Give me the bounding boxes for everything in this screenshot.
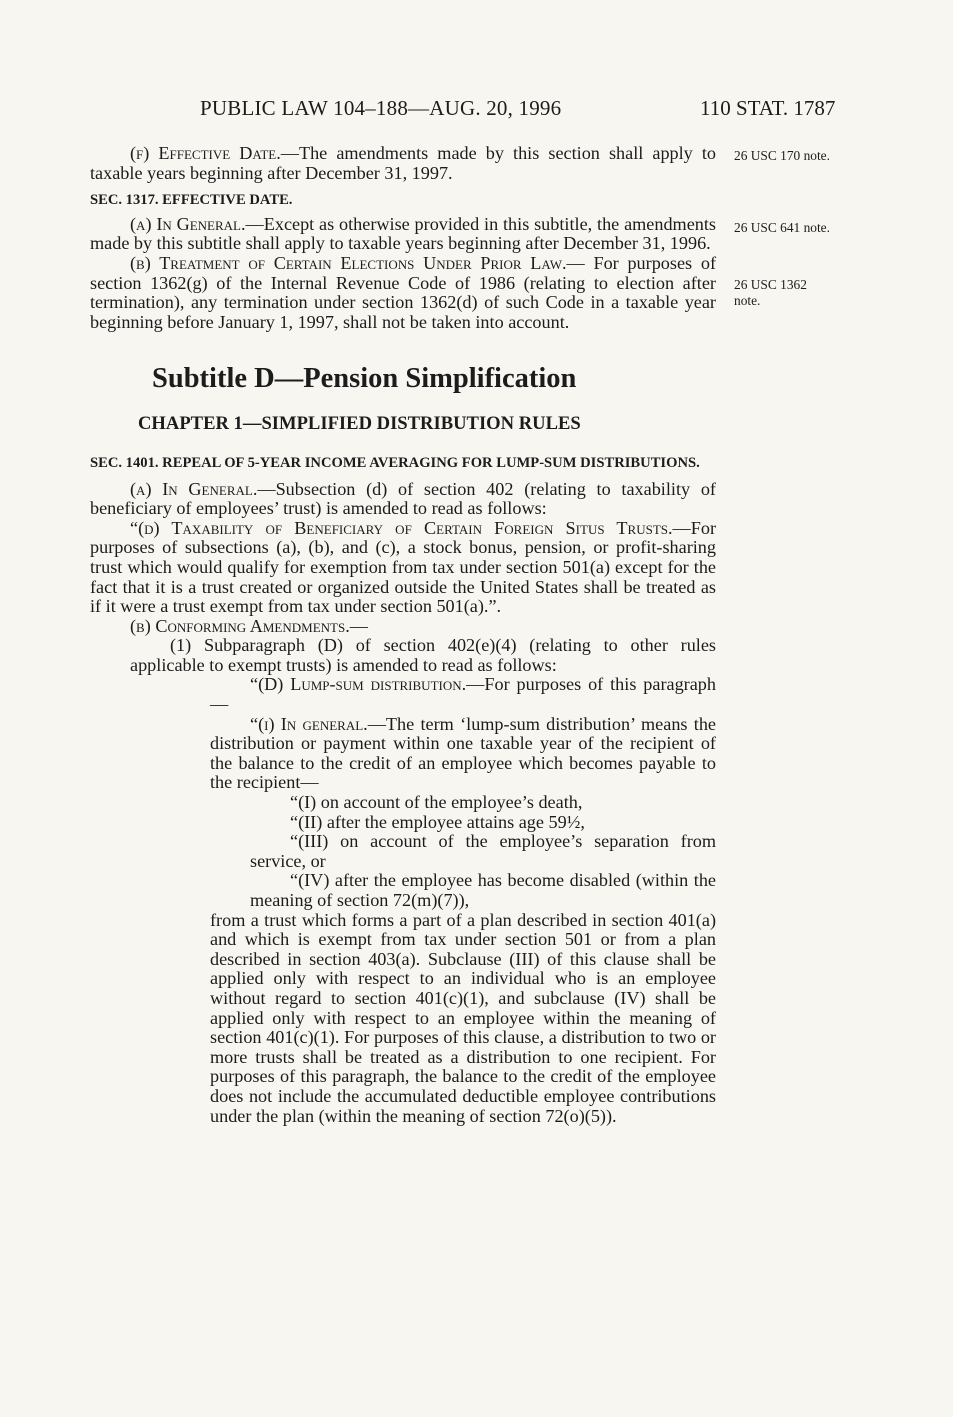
subparagraph-D [210, 675, 716, 714]
caption-i: “(i) In general. [250, 713, 368, 734]
section-heading-1401: SEC. 1401. REPEAL OF 5-YEAR INCOME AVERAGING FOR LUMP-SUM DISTRIBUTIONS. [90, 454, 700, 471]
subtitle-heading: Subtitle D—Pension Simplification [152, 363, 577, 395]
paragraph-b-1: (1) Subparagraph (D) of section 402(e)(4) (relating to other rules applicable to exempt trusts) is amended to read as follows: [130, 635, 716, 675]
margin-note-1362: 26 USC 1362 note. [734, 277, 807, 308]
caption-402-d: “(d) Taxability of Beneficiary of Certain Foreign Situs Trusts. [130, 517, 673, 538]
text-1401-a: —Subsection (d) of section 402 (relating to taxability of beneficiary of employees’ trust) is amended to read as follows: [90, 478, 716, 519]
caption-1401-b: (b) Conforming Amendments. [130, 615, 350, 636]
caption-1317-b: (b) Treatment of Certain Elections Under Prior Law. [130, 252, 567, 273]
paragraph-1317-b [90, 254, 716, 332]
paragraph-1317-a [90, 215, 716, 254]
text-1317-a: —Except as otherwise provided in this subtitle, the amendments made by this subtitle shall apply to taxable years beginning after December 31, 1996. [90, 213, 716, 254]
section-heading-1317: SEC. 1317. EFFECTIVE DATE. [90, 192, 293, 209]
text-f: —The amendments made by this section shall apply to taxable years beginning after December 31, 1997. [90, 143, 716, 183]
caption-1401-a: (a) In General. [130, 478, 258, 499]
caption-f: (f) Effective Date. [130, 143, 281, 163]
margin-note-170: 26 USC 170 note. [734, 148, 830, 163]
document-body [90, 144, 716, 1126]
subclause-II: “(II) after the employee attains age 59½, [290, 811, 585, 832]
running-header-page: 110 STAT. 1787 [700, 96, 836, 120]
caption-1317-a: (a) In General. [130, 213, 246, 234]
text-402-d: —For purposes of subsections (a), (b), and (c), a stock bonus, pension, or profit-sharing trust which would qualify for exemption from tax under section 501(a) except for the fact that it is a trust created or organized outside the United States shall be treated as if it were a trust exempt from tax under section 501(a).”. [90, 517, 716, 617]
paragraph-f-effective-date [90, 144, 716, 183]
clause-i [210, 715, 716, 793]
caption-D: “(D) Lump-sum distribution. [250, 674, 467, 695]
subclause-IV: “(IV) after the employee has become disabled (within the meaning of section 72(m)(7)), [250, 870, 716, 910]
subclause-I: “(I) on account of the employee’s death, [290, 792, 583, 813]
subclause-III: “(III) on account of the employee’s separation from service, or [250, 831, 716, 871]
chapter-heading: CHAPTER 1—SIMPLIFIED DISTRIBUTION RULES [138, 413, 581, 435]
clause-i-closing-text: from a trust which forms a part of a plan described in section 401(a) and which is exempt from tax under section 501 or from a plan described in section 403(a). Subclause (III) of this clause shall be applied only with respect to an individual who is an employee without regard to section 401(c)(1), and subclause (IV) shall be applied only with respect to an employee within the meaning of section 401(c)(1). For purposes of this clause, a distribution to two or more trusts shall be treated as a distribution to one recipient. For purposes of this paragraph, the balance to the credit of the employee does not include the accumulated deductible employee contributions under the plan (within the meaning of section 72(o)(5)). [210, 909, 716, 1126]
paragraph-1401-a [90, 480, 716, 519]
paragraph-1401-b [90, 617, 716, 637]
text-i: —The term ‘lump-sum distribution’ means the distribution or payment within one taxable year of the recipient of the balance to the credit of an employee which becomes payable to the recipient— [210, 713, 716, 793]
margin-note-641: 26 USC 641 note. [734, 220, 830, 235]
text-D: —For purposes of this paragraph— [210, 674, 716, 715]
running-header-title: PUBLIC LAW 104–188—AUG. 20, 1996 [200, 96, 562, 120]
text-1317-b: — For purposes of section 1362(g) of the Internal Revenue Code of 1986 (relating to election after termination), any termination under section 1362(d) of such Code in a taxable year beginning before January 1, 1997, shall not be taken into account. [90, 252, 716, 332]
text-1401-b: — [349, 615, 368, 636]
paragraph-402-d [90, 519, 716, 617]
